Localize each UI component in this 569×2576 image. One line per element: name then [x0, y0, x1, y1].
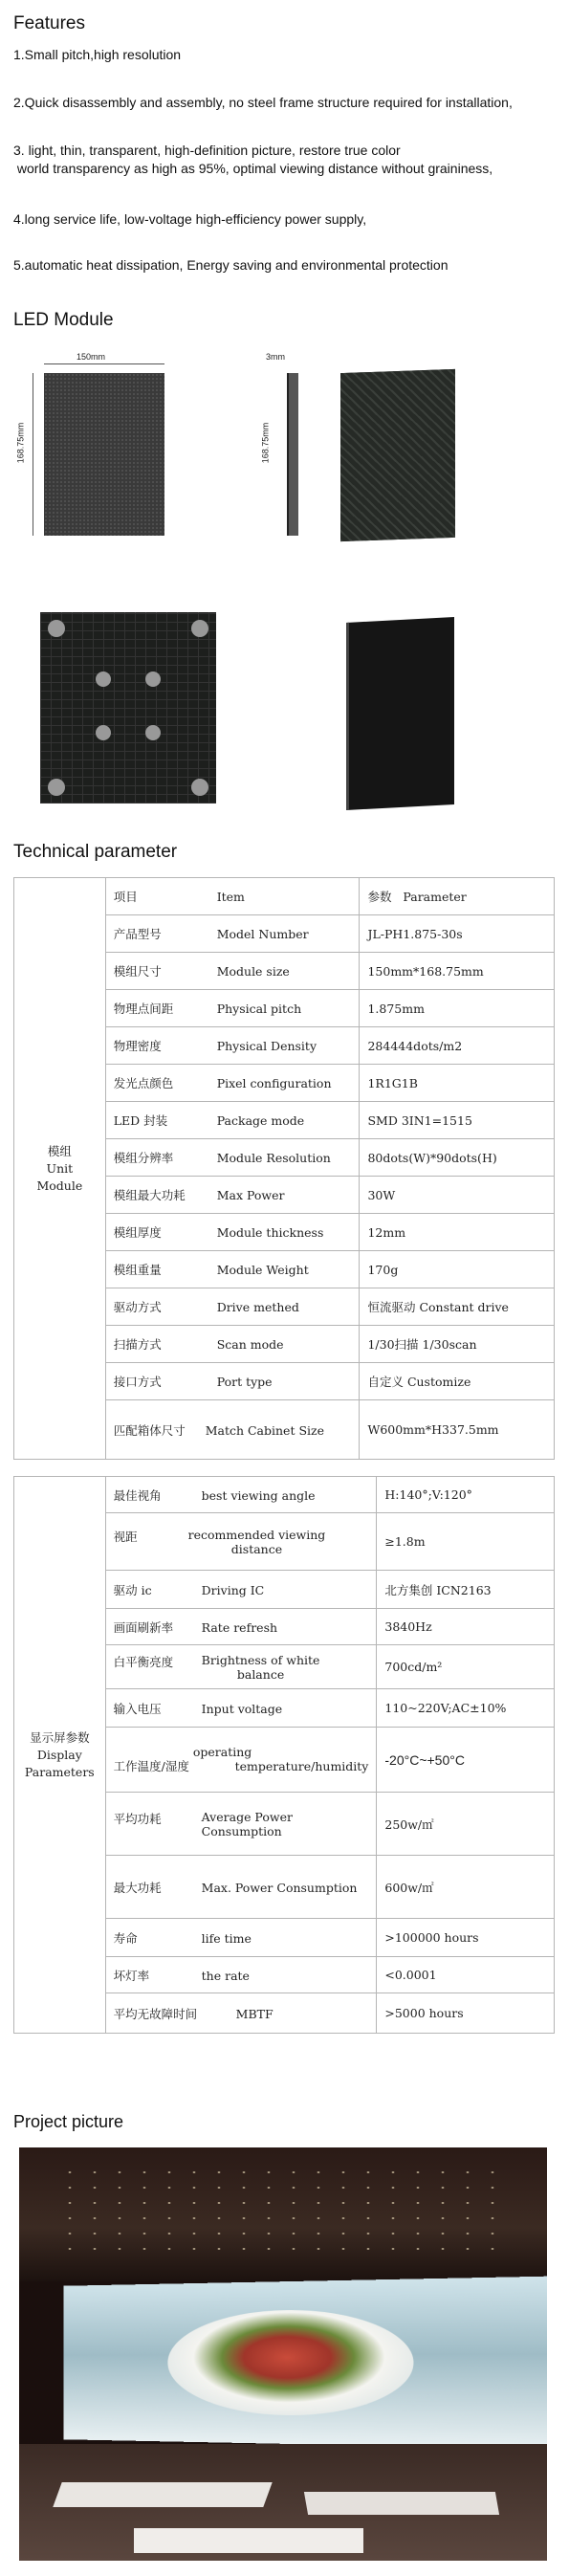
height-dimension-label: 168.75mm: [15, 422, 26, 464]
table-row: [14, 1477, 555, 1513]
module-side-panel: [287, 373, 298, 536]
row-label-en: Module Resolution: [216, 1151, 331, 1165]
module-front-panel: [44, 373, 164, 536]
row-label-en-2: balance: [236, 1666, 285, 1682]
row-label-cn: 模组厚度: [113, 1225, 162, 1240]
unit-module-table: [13, 877, 555, 1460]
module-side-view: [258, 352, 316, 543]
row-label-en: Max Power: [216, 1188, 285, 1202]
row-label-cn: 物理密度: [113, 1039, 162, 1053]
table: [134, 2528, 363, 2553]
row-label-cn: 模组分辨率: [113, 1151, 174, 1165]
row-label-en-2: temperature/humidity: [234, 1759, 369, 1773]
display-parameters-table: [13, 1476, 555, 2034]
row-label-cn: 平均功耗: [113, 1811, 162, 1826]
row-label-cn: 接口方式: [113, 1375, 162, 1389]
features-title: Features: [13, 13, 85, 33]
unit-module-group-en: Unit Module: [36, 1160, 83, 1193]
row-value: 80dots(W)*90dots(H): [360, 1139, 555, 1177]
row-label-cn: 模组最大功耗: [113, 1188, 186, 1202]
ceiling-lights: [57, 2165, 507, 2251]
feature-4: 4.long service life, low-voltage high-efficiency power supply,: [13, 211, 367, 227]
magnet-icon: [48, 779, 65, 796]
row-label-en-2: Consumption: [201, 1823, 282, 1838]
row-label-cn: 白平衡亮度: [113, 1654, 174, 1669]
feature-5: 5.automatic heat dissipation, Energy saving and environmental protection: [13, 257, 449, 273]
row-label-en: Model Number: [216, 927, 309, 941]
row-label-en: MBTF: [235, 2006, 274, 2021]
row-value: W600mm*H337.5mm: [360, 1400, 555, 1460]
row-label-cn: 画面刷新率: [113, 1619, 174, 1635]
row-value: 30W: [360, 1177, 555, 1214]
table-header-row: [14, 878, 555, 915]
row-label-cn: 驱动方式: [113, 1300, 162, 1314]
row-label-en: Drive methed: [216, 1300, 299, 1314]
row-label-cn: 发光点颜色: [113, 1076, 174, 1090]
table: [304, 2492, 499, 2515]
row-label-en: Module size: [216, 964, 290, 979]
row-label-cn: 输入电压: [113, 1701, 162, 1716]
row-value: 284444dots/m2: [360, 1027, 555, 1065]
depth-dimension-label: 3mm: [266, 352, 285, 362]
row-value: H:140°;V:120°: [377, 1477, 555, 1513]
header-value-en: Parameter: [403, 890, 467, 904]
side-height-dimension-label: 168.75mm: [260, 422, 271, 464]
feature-1: 1.Small pitch,high resolution: [13, 47, 182, 62]
row-label-en: Scan mode: [216, 1337, 284, 1352]
table: [53, 2482, 272, 2507]
module-angled-view: [340, 369, 455, 541]
header-item-cn: 项目: [113, 890, 138, 904]
display-group-cn: 显示屏参数: [30, 1729, 90, 1745]
row-label-en: Port type: [216, 1375, 273, 1389]
row-label-cn: 最佳视角: [113, 1487, 162, 1503]
row-value: -20°C~+50°C: [377, 1728, 555, 1793]
unit-module-group-cell: [14, 878, 106, 1460]
row-label-cn: 扫描方式: [113, 1337, 162, 1352]
row-label-en: Module thickness: [216, 1225, 324, 1240]
magnet-icon: [96, 725, 111, 740]
row-label-cn: 寿命: [113, 1930, 138, 1946]
row-value: 1/30扫描 1/30scan: [360, 1326, 555, 1363]
row-label-en: Average Power: [201, 1809, 293, 1824]
row-label-cn: LED 封装: [113, 1113, 168, 1128]
display-group-en-2: Parameters: [24, 1764, 95, 1779]
row-label-en-2: distance: [230, 1541, 283, 1556]
row-label-en: Pixel configuration: [216, 1076, 332, 1090]
row-value: 170g: [360, 1251, 555, 1288]
row-value: 恒流驱动 Constant drive: [360, 1288, 555, 1326]
row-label-cn: 驱动 ic: [113, 1582, 152, 1597]
row-label-cn: 匹配箱体尺寸: [113, 1422, 186, 1438]
row-value: SMD 3IN1=1515: [360, 1102, 555, 1139]
row-value: 700cd/m²: [377, 1645, 555, 1689]
feature-3b: world transparency as high as 95%, optimal viewing distance without graininess,: [13, 161, 493, 176]
row-value: 北方集创 ICN2163: [377, 1571, 555, 1609]
magnet-icon: [96, 672, 111, 687]
header-value-cell: [360, 878, 555, 915]
row-value: JL-PH1.875-30s: [360, 915, 555, 953]
led-display-screen: [64, 2277, 547, 2450]
row-label-en: Input voltage: [201, 1701, 283, 1716]
feature-2: 2.Quick disassembly and assembly, no steel frame structure required for installation,: [13, 95, 513, 110]
row-value: 自定义 Customize: [360, 1363, 555, 1400]
magnet-icon: [145, 672, 161, 687]
row-label-en: life time: [201, 1930, 252, 1946]
row-label-cn: 工作温度/湿度: [113, 1759, 189, 1773]
display-group-cell: [14, 1477, 106, 2034]
row-label-en: operating: [192, 1745, 252, 1759]
led-module-title: LED Module: [13, 310, 114, 330]
row-label-en: Rate refresh: [201, 1619, 278, 1635]
row-label-cn: 最大功耗: [113, 1880, 162, 1895]
module-thin-view: [346, 617, 454, 810]
magnet-icon: [145, 725, 161, 740]
row-label-en: best viewing angle: [201, 1487, 316, 1503]
module-front-view: [13, 352, 176, 543]
row-label-en: Max. Power Consumption: [201, 1880, 358, 1895]
row-label-cn: 平均无故障时间: [113, 2006, 198, 2021]
row-label-en: recommended viewing: [187, 1527, 326, 1542]
feature-3a: 3. light, thin, transparent, high-definition picture, restore true color: [13, 143, 401, 158]
module-back-view: [40, 612, 216, 804]
row-value: 600w/㎡: [377, 1856, 555, 1919]
project-photo: [19, 2147, 547, 2561]
row-value: >5000 hours: [377, 1993, 555, 2034]
magnet-icon: [191, 779, 208, 796]
row-label-cn: 模组尺寸: [113, 964, 162, 979]
row-value: 12mm: [360, 1214, 555, 1251]
row-label-cn: 坏灯率: [113, 1968, 150, 1983]
row-value: >100000 hours: [377, 1919, 555, 1957]
row-label-cn: 物理点间距: [113, 1002, 174, 1016]
row-value: 1.875mm: [360, 990, 555, 1027]
width-dimension-line: [44, 363, 164, 364]
row-label-en: Driving IC: [201, 1582, 265, 1597]
display-group-en-1: Display: [36, 1747, 82, 1762]
row-label-en: the rate: [201, 1968, 250, 1983]
row-value: ≥1.8m: [377, 1513, 555, 1571]
row-label-cn: 产品型号: [113, 927, 162, 941]
row-label-cn: 视距: [113, 1529, 138, 1544]
screen-dish-image: [167, 2308, 413, 2416]
row-value: 1R1G1B: [360, 1065, 555, 1102]
project-picture-title: Project picture: [13, 2112, 124, 2131]
unit-module-group-cn: 模组: [47, 1143, 72, 1158]
row-value: 110~220V;AC±10%: [377, 1689, 555, 1728]
row-value: 250w/㎡: [377, 1793, 555, 1856]
header-item-cell: [105, 878, 360, 915]
row-value: 3840Hz: [377, 1609, 555, 1645]
row-value: 150mm*168.75mm: [360, 953, 555, 990]
row-label-en: Physical pitch: [216, 1002, 302, 1016]
width-dimension-label: 150mm: [77, 352, 106, 362]
row-label-cn: 模组重量: [113, 1263, 162, 1277]
header-item-en: Item: [216, 890, 245, 904]
row-label-en: Match Cabinet Size: [205, 1422, 324, 1438]
row-label-en: Package mode: [216, 1113, 305, 1128]
row-label-en: Physical Density: [216, 1039, 317, 1053]
technical-parameter-title: Technical parameter: [13, 842, 178, 862]
header-value-cn: 参数: [367, 890, 392, 904]
magnet-icon: [191, 620, 208, 637]
magnet-icon: [48, 620, 65, 637]
row-label-en: Brightness of white: [201, 1652, 320, 1667]
row-value: <0.0001: [377, 1957, 555, 1993]
row-label-en: Module Weight: [216, 1263, 309, 1277]
